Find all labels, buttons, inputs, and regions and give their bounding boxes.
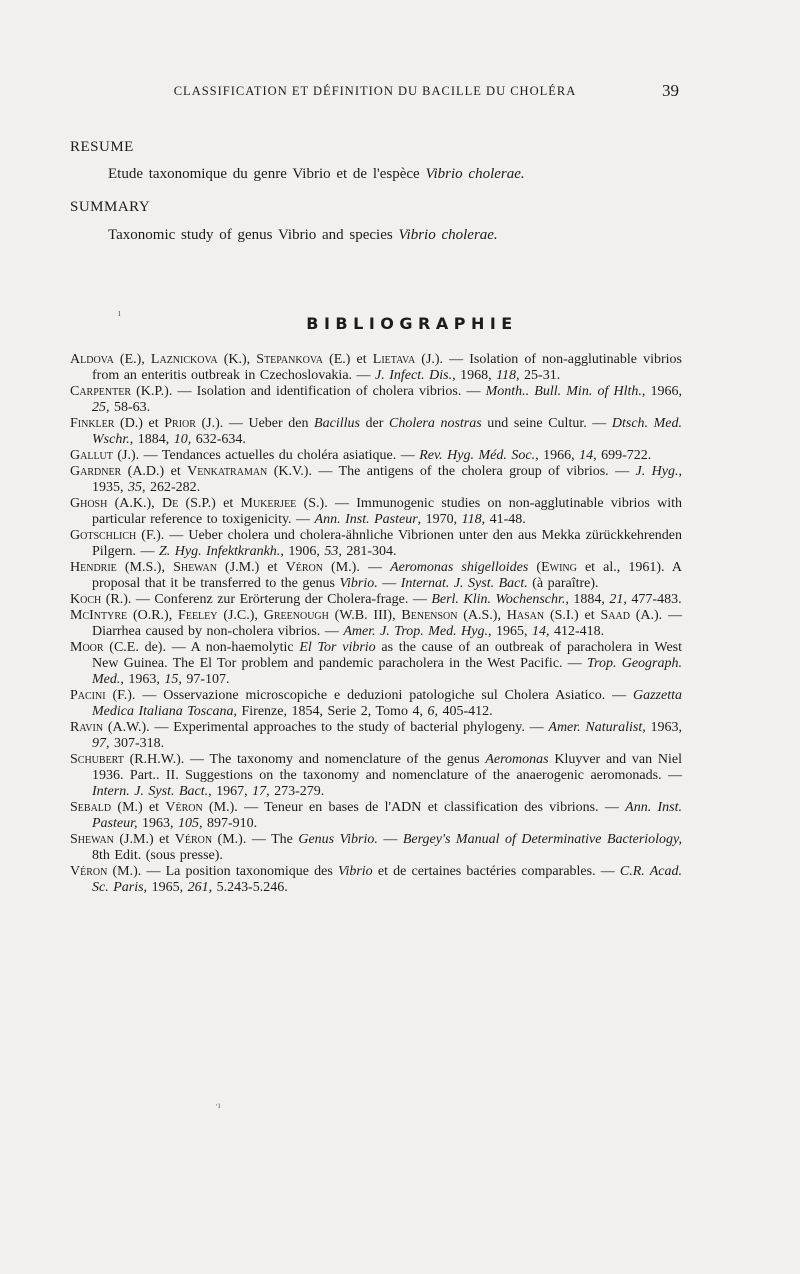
italic-text: Amer. Naturalist, bbox=[548, 720, 646, 735]
reference-entry bbox=[70, 384, 682, 416]
italic-text: Rev. Hyg. Méd. Soc. bbox=[419, 448, 536, 463]
italic-text: 25, bbox=[92, 400, 110, 415]
author-name: Koch bbox=[70, 592, 102, 607]
reference-text: , 1966, bbox=[641, 384, 683, 399]
italic-text: Internat. J. Syst. Bact. bbox=[400, 576, 528, 591]
author-name: Aldova bbox=[70, 352, 114, 367]
reference-text: (M.). — bbox=[322, 560, 391, 575]
italic-text: 118, bbox=[461, 512, 486, 527]
reference-text: 5.243-5.246. bbox=[212, 880, 288, 895]
resume-text bbox=[108, 166, 525, 183]
reference-text: , 1966, bbox=[535, 448, 580, 463]
author-name: Carpenter bbox=[70, 384, 132, 399]
reference-text: (J.C.), bbox=[217, 608, 264, 623]
reference-entry bbox=[70, 464, 682, 496]
resume-heading: RESUME bbox=[70, 139, 134, 155]
reference-text: (A.S.), bbox=[457, 608, 507, 623]
author-name: Moor bbox=[70, 640, 104, 655]
reference-text: (M.). — Teneur en bases de l'ADN et classification des vibrions. — bbox=[202, 800, 626, 815]
italic-text: Berl. Klin. Wochenschr. bbox=[431, 592, 566, 607]
italic-text: Vibrio. bbox=[339, 576, 378, 591]
running-header: CLASSIFICATION ET DÉFINITION DU BACILLE DU CHOLÉRA bbox=[173, 84, 577, 98]
reference-text: (M.S.), bbox=[116, 560, 174, 575]
reference-text: (J.). — Tendances actuelles du choléra asiatique. — bbox=[112, 448, 420, 463]
reference-text: (à paraître). bbox=[527, 576, 599, 591]
reference-text: (J.). — Ueber den bbox=[195, 416, 315, 431]
italic-text: C.R. Acad. Sc. Paris, bbox=[92, 864, 682, 895]
reference-entry bbox=[70, 752, 682, 800]
reference-text: 8th Edit. (sous presse). bbox=[92, 848, 223, 863]
italic-text: Intern. J. Syst. Bact. bbox=[92, 784, 209, 799]
reference-text: , 1884, bbox=[565, 592, 610, 607]
reference-text: (J.). — Isolation of non-agglutinable vibrios from an enteritis outbreak in Czechoslovakia. — bbox=[92, 352, 682, 383]
author-name: Véron bbox=[165, 800, 203, 815]
reference-entry bbox=[70, 864, 682, 896]
reference-text: (J.M.) et bbox=[113, 832, 175, 847]
reference-entry bbox=[70, 352, 682, 384]
reference-entry bbox=[70, 448, 682, 464]
reference-text: 405-412. bbox=[437, 704, 493, 719]
author-name: Véron bbox=[285, 560, 323, 575]
italic-text: 14, bbox=[579, 448, 597, 463]
author-name: Saad bbox=[600, 608, 630, 623]
reference-text: 281-304. bbox=[341, 544, 397, 559]
reference-text: , 1968, bbox=[452, 368, 497, 383]
reference-text: et al., 1961). A proposal that it be transferred to the genus bbox=[92, 560, 682, 591]
reference-entry bbox=[70, 416, 682, 448]
reference-text: 273-279. bbox=[269, 784, 325, 799]
reference-text: 1963, bbox=[137, 816, 178, 831]
reference-text: (S.I.) et bbox=[544, 608, 601, 623]
resume-text-italic: Vibrio cholerae. bbox=[425, 166, 525, 182]
italic-text: 14, bbox=[531, 624, 550, 639]
italic-text: 53, bbox=[324, 544, 342, 559]
author-name: Mukerjee bbox=[240, 496, 297, 511]
italic-text: 118, bbox=[496, 368, 520, 383]
author-name: Feeley bbox=[178, 608, 218, 623]
reference-text: (D.) et bbox=[114, 416, 165, 431]
reference-text: , 1935, bbox=[92, 464, 682, 495]
italic-text: 97, bbox=[92, 736, 110, 751]
reference-text: (A.). — Diarrhea caused by non-cholera vibrios. — bbox=[92, 608, 682, 639]
author-name: Prior bbox=[164, 416, 196, 431]
italic-text: Month.. Bull. Min. of Hlth. bbox=[485, 384, 642, 399]
italic-text: Bacillus bbox=[314, 416, 360, 431]
scan-mark: ·ı bbox=[215, 1100, 221, 1110]
italic-text: J. Hyg. bbox=[635, 464, 679, 479]
reference-text: , 1884, bbox=[129, 432, 174, 447]
reference-text: (J.M.) et bbox=[216, 560, 286, 575]
reference-text: 262-282. bbox=[145, 480, 201, 495]
reference-entry bbox=[70, 640, 682, 688]
reference-entry bbox=[70, 608, 682, 640]
reference-text: (A.D.) et bbox=[121, 464, 188, 479]
reference-entry bbox=[70, 528, 682, 560]
reference-text: 477-483. bbox=[626, 592, 682, 607]
reference-entry bbox=[70, 560, 682, 592]
reference-text: (R.H.W.). — The taxonomy and nomenclature of the genus bbox=[123, 752, 486, 767]
italic-text: 10, bbox=[173, 432, 192, 447]
italic-text: Amer. J. Trop. Med. Hyg. bbox=[343, 624, 488, 639]
author-name: Benenson bbox=[401, 608, 458, 623]
reference-text: 412-418. bbox=[549, 624, 605, 639]
reference-text: Firenze, 1854, Serie 2, Tomo 4, bbox=[236, 704, 428, 719]
reference-text: (K.), bbox=[217, 352, 257, 367]
reference-text: 58-63. bbox=[109, 400, 151, 415]
summary-text-plain: Taxonomic study of genus Vibrio and species bbox=[108, 227, 399, 243]
italic-text: Dtsch. Med. Wschr. bbox=[92, 416, 683, 447]
author-name: Véron bbox=[70, 864, 108, 879]
author-name: Lietava bbox=[372, 352, 416, 367]
reference-text: , 1963, bbox=[120, 672, 165, 687]
summary-text bbox=[108, 227, 498, 244]
italic-text: Cholera nostras bbox=[388, 416, 482, 431]
reference-text: 632-634. bbox=[191, 432, 246, 447]
reference-text: as the cause of an outbreak of paracholera in West New Guinea. The El Tor problem and pandemic paracholera in the West Pacific. — bbox=[92, 640, 682, 671]
italic-text: Ann. Inst. Pasteur bbox=[314, 512, 418, 527]
reference-entry bbox=[70, 720, 682, 752]
author-name: Véron bbox=[174, 832, 213, 847]
italic-text: Bergey's Manual of Determinative Bacteriology, bbox=[402, 832, 682, 847]
reference-text: 97-107. bbox=[181, 672, 230, 687]
reference-text: 1965, bbox=[147, 880, 188, 895]
author-name: Hasan bbox=[506, 608, 545, 623]
italic-text: 21, bbox=[609, 592, 627, 607]
reference-text: , 1970, bbox=[417, 512, 462, 527]
reference-text: (S.P.) et bbox=[178, 496, 241, 511]
author-name: Ewing bbox=[541, 560, 577, 575]
reference-text: (E.), bbox=[113, 352, 151, 367]
resume-text-plain: Etude taxonomique du genre Vibrio et de l'espèce bbox=[108, 166, 426, 182]
reference-text: (M.) et bbox=[111, 800, 166, 815]
author-name: Shewan bbox=[173, 560, 217, 575]
author-name: Finkler bbox=[70, 416, 115, 431]
author-name: Gardner bbox=[70, 464, 122, 479]
reference-text: , 1906, bbox=[280, 544, 325, 559]
reference-text: (F.). — Osservazione microscopiche e deduzioni patologiche sul Cholera Asiatico. — bbox=[105, 688, 633, 703]
reference-text: (W.B. III), bbox=[328, 608, 402, 623]
italic-text: 15, bbox=[164, 672, 182, 687]
reference-text: 699-722. bbox=[596, 448, 652, 463]
author-name: Venkatraman bbox=[187, 464, 268, 479]
reference-entry bbox=[70, 832, 682, 864]
reference-text: und seine Cultur. — bbox=[481, 416, 612, 431]
reference-text: 1963, bbox=[645, 720, 683, 735]
reference-text: 307-318. bbox=[109, 736, 165, 751]
author-name: Ghosh bbox=[70, 496, 108, 511]
author-name: Hendrie bbox=[70, 560, 117, 575]
reference-list bbox=[70, 352, 682, 896]
reference-text: (M.). — The bbox=[212, 832, 299, 847]
italic-text: J. Infect. Dis. bbox=[375, 368, 453, 383]
reference-entry bbox=[70, 592, 682, 608]
reference-text: (A.W.). — Experimental approaches to the study of bacterial phylogeny. — bbox=[103, 720, 549, 735]
reference-text: der bbox=[359, 416, 389, 431]
author-name: De bbox=[161, 496, 179, 511]
italic-text: 6, bbox=[427, 704, 438, 719]
author-name: Gallut bbox=[70, 448, 113, 463]
reference-text: (E.) et bbox=[322, 352, 373, 367]
reference-text: (S.). — Immunogenic studies on non-agglutinable vibrios with particular reference to toxigenicity. — bbox=[92, 496, 683, 527]
page-number: 39 bbox=[662, 81, 679, 100]
italic-text: Gazzetta Medica Italiana Toscana, bbox=[92, 688, 682, 719]
reference-text: (M.). — La position taxonomique des bbox=[107, 864, 338, 879]
author-name: Sebald bbox=[70, 800, 112, 815]
author-name: Greenough bbox=[263, 608, 329, 623]
reference-text: ( bbox=[528, 560, 542, 575]
reference-text: (R.). — Conferenz zur Erörterung der Cholera-frage. — bbox=[101, 592, 432, 607]
author-name: Gotschlich bbox=[70, 528, 137, 543]
italic-text: Ann. Inst. Pasteur, bbox=[92, 800, 682, 831]
italic-text: Genus Vibrio. bbox=[298, 832, 378, 847]
italic-text: Z. Hyg. Infektkrankh. bbox=[158, 544, 281, 559]
reference-text: 41-48. bbox=[485, 512, 526, 527]
italic-text: 35, bbox=[128, 480, 146, 495]
reference-text: 897-910. bbox=[202, 816, 258, 831]
author-name: Shewan bbox=[70, 832, 114, 847]
italic-text: Aeromonas shigelloides bbox=[390, 560, 529, 575]
italic-text: 261, bbox=[187, 880, 213, 895]
reference-entry bbox=[70, 800, 682, 832]
bibliography-title: BIBLIOGRAPHIE bbox=[306, 314, 518, 333]
reference-text: et de certaines bactéries comparables. — bbox=[372, 864, 620, 879]
reference-text: Kluyver and van Niel 1936. Part.. II. Suggestions on the taxonomy and nomenclature of the anaerogenic aeromonads. — bbox=[92, 752, 682, 783]
author-name: Ravin bbox=[70, 720, 104, 735]
author-name: Schubert bbox=[70, 752, 124, 767]
author-name: Laznickova bbox=[150, 352, 218, 367]
reference-text: , 1965, bbox=[487, 624, 532, 639]
reference-text: 25-31. bbox=[519, 368, 561, 383]
reference-entry bbox=[70, 688, 682, 720]
reference-text: (C.E. de). — A non-haemolytic bbox=[103, 640, 300, 655]
reference-text: — bbox=[377, 576, 401, 591]
reference-text: (K.P.). — Isolation and identification of cholera vibrios. — bbox=[131, 384, 486, 399]
reference-text: , 1967, bbox=[208, 784, 253, 799]
summary-text-italic: Vibrio cholerae. bbox=[398, 227, 498, 243]
italic-text: Vibrio bbox=[337, 864, 373, 879]
italic-text: 17, bbox=[252, 784, 270, 799]
author-name: Stepankova bbox=[256, 352, 323, 367]
reference-text: (F.). — Ueber cholera und cholera-ähnliche Vibrionen unter den aus Mekka zürückkehrenden Pilgern. — bbox=[92, 528, 682, 559]
italic-text: Trop. Geograph. Med. bbox=[92, 656, 682, 687]
italic-text: El Tor vibrio bbox=[299, 640, 376, 655]
italic-text: 105, bbox=[178, 816, 203, 831]
scan-mark: ı bbox=[118, 308, 121, 319]
italic-text: Aeromonas bbox=[485, 752, 549, 767]
author-name: McIntyre bbox=[70, 608, 128, 623]
reference-text: (O.R.), bbox=[127, 608, 179, 623]
reference-text: (K.V.). — The antigens of the cholera group of vibrios. — bbox=[267, 464, 636, 479]
reference-text: — bbox=[377, 832, 403, 847]
reference-entry bbox=[70, 496, 682, 528]
reference-text: (A.K.), bbox=[107, 496, 162, 511]
summary-heading: SUMMARY bbox=[70, 199, 151, 215]
author-name: Pacini bbox=[70, 688, 106, 703]
